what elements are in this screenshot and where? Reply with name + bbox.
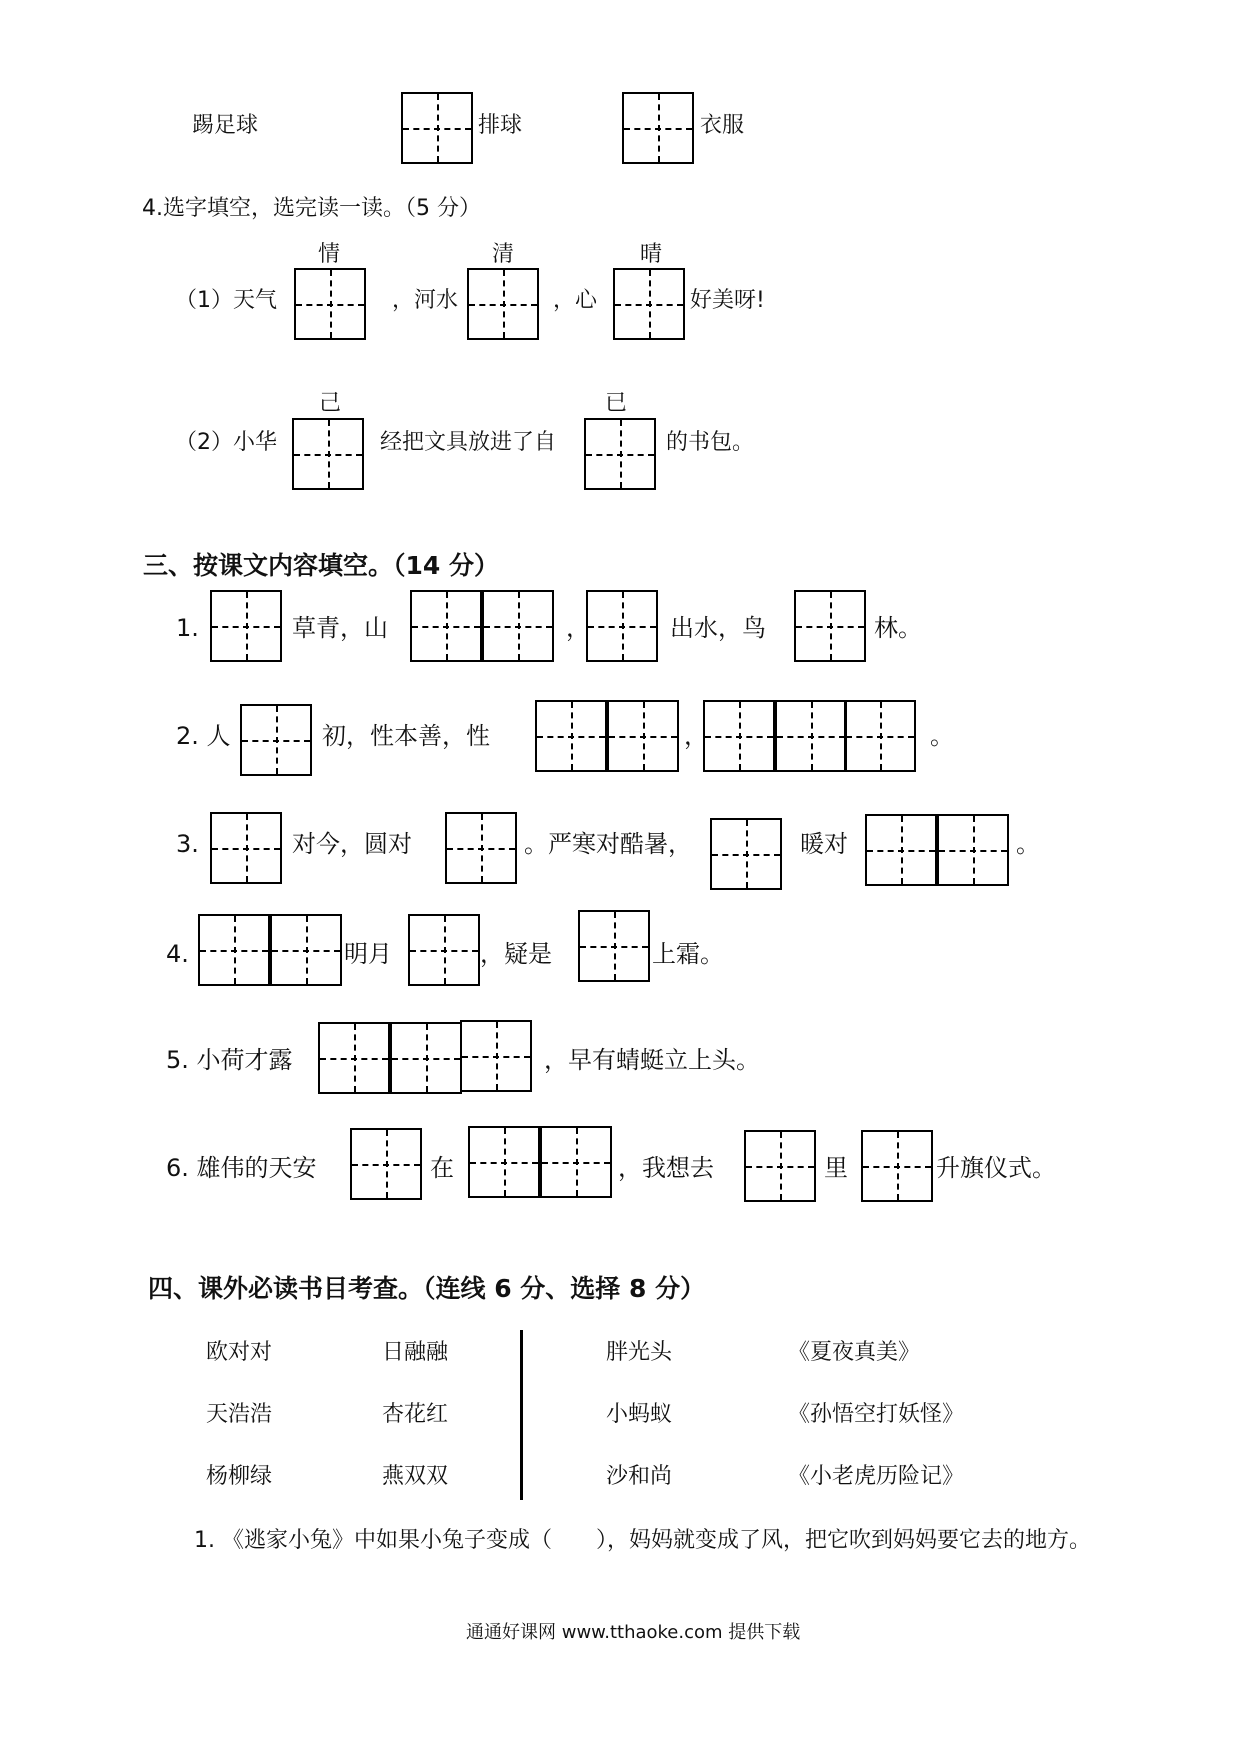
match-item: 欧对对 bbox=[206, 1340, 273, 1365]
char-box[interactable] bbox=[270, 914, 342, 986]
char-box[interactable] bbox=[410, 590, 482, 662]
char-box[interactable] bbox=[460, 1020, 532, 1092]
match-item: 沙和尚 bbox=[606, 1464, 673, 1489]
char-box[interactable] bbox=[844, 700, 916, 772]
hint-char: 己 bbox=[319, 391, 342, 416]
line-text: ， bbox=[684, 722, 708, 750]
line-text: 明月 bbox=[344, 940, 392, 968]
line-text: ，我想去 bbox=[618, 1154, 714, 1182]
hint-char: 情 bbox=[318, 242, 341, 267]
top-word-2: 排球 bbox=[478, 113, 523, 138]
char-box[interactable] bbox=[775, 700, 847, 772]
line-text: 暖对 bbox=[800, 830, 848, 858]
line-text: ，早有蜻蜓立上头。 bbox=[544, 1046, 760, 1074]
char-box[interactable] bbox=[535, 700, 607, 772]
s1-label: （1）天气 bbox=[175, 288, 277, 313]
line-text: 升旗仪式。 bbox=[936, 1154, 1056, 1182]
match-item: 日融融 bbox=[382, 1340, 449, 1365]
sec4-question-1: 1. 《逃家小兔》中如果小兔子变成（ ），妈妈就变成了风，把它吹到妈妈要它去的地方。 bbox=[194, 1528, 1091, 1553]
char-box[interactable] bbox=[401, 92, 473, 164]
match-item: 杏花红 bbox=[382, 1402, 449, 1427]
char-box[interactable] bbox=[622, 92, 694, 164]
s1-text: ，心 bbox=[553, 288, 598, 313]
char-box[interactable] bbox=[294, 268, 366, 340]
top-word-1: 踢足球 bbox=[192, 113, 259, 138]
char-box[interactable] bbox=[861, 1130, 933, 1202]
match-item: 《夏夜真美》 bbox=[788, 1340, 921, 1365]
char-box[interactable] bbox=[240, 704, 312, 776]
line-text: 3. bbox=[176, 830, 199, 858]
char-box[interactable] bbox=[865, 814, 937, 886]
match-item: 杨柳绿 bbox=[206, 1464, 273, 1489]
s2-text: 经把文具放进了自 bbox=[380, 430, 557, 455]
line-text: 1. bbox=[176, 614, 199, 642]
line-text: 出水，鸟 bbox=[670, 614, 766, 642]
line-text: 2. 人 bbox=[176, 722, 231, 750]
char-box[interactable] bbox=[390, 1022, 462, 1094]
line-text: 。 bbox=[930, 722, 954, 750]
divider bbox=[520, 1330, 523, 1500]
q4-title: 4.选字填空，选完读一读。（5 分） bbox=[142, 196, 481, 221]
s1-text: 好美呀! bbox=[690, 288, 765, 313]
line-text: 6. 雄伟的天安 bbox=[166, 1154, 317, 1182]
match-item: 天浩浩 bbox=[206, 1402, 273, 1427]
char-box[interactable] bbox=[468, 1126, 540, 1198]
char-box[interactable] bbox=[292, 418, 364, 490]
char-box[interactable] bbox=[408, 914, 480, 986]
char-box[interactable] bbox=[613, 268, 685, 340]
char-box[interactable] bbox=[794, 590, 866, 662]
s2-label: （2）小华 bbox=[175, 430, 277, 455]
char-box[interactable] bbox=[578, 910, 650, 982]
line-text: 在 bbox=[430, 1154, 454, 1182]
hint-char: 晴 bbox=[640, 242, 663, 267]
match-item: 《孙悟空打妖怪》 bbox=[788, 1402, 965, 1427]
char-box[interactable] bbox=[744, 1130, 816, 1202]
char-box[interactable] bbox=[540, 1126, 612, 1198]
char-box[interactable] bbox=[586, 590, 658, 662]
line-text: 上霜。 bbox=[652, 940, 724, 968]
char-box[interactable] bbox=[210, 590, 282, 662]
char-box[interactable] bbox=[198, 914, 270, 986]
line-text: 4. bbox=[166, 940, 189, 968]
char-box[interactable] bbox=[318, 1022, 390, 1094]
line-text: 。严寒对酷暑， bbox=[524, 830, 692, 858]
char-box[interactable] bbox=[584, 418, 656, 490]
line-text: ，疑是 bbox=[480, 940, 552, 968]
line-text: 草青，山 bbox=[292, 614, 388, 642]
line-text: 初，性本善，性 bbox=[322, 722, 490, 750]
char-box[interactable] bbox=[710, 818, 782, 890]
match-item: 小蚂蚁 bbox=[606, 1402, 673, 1427]
hint-char: 清 bbox=[492, 242, 515, 267]
line-text: ， bbox=[566, 614, 590, 642]
line-text: 5. 小荷才露 bbox=[166, 1046, 293, 1074]
line-text: 林。 bbox=[874, 614, 922, 642]
sec4-title: 四、课外必读书目考查。（连线 6 分、选择 8 分） bbox=[148, 1274, 706, 1303]
top-word-3: 衣服 bbox=[700, 113, 745, 138]
line-text: 。 bbox=[1016, 830, 1040, 858]
char-box[interactable] bbox=[350, 1128, 422, 1200]
footer: 通通好课网 www.tthaoke.com 提供下载 bbox=[466, 1622, 801, 1643]
line-text: 对今，圆对 bbox=[292, 830, 412, 858]
match-item: 《小老虎历险记》 bbox=[788, 1464, 965, 1489]
char-box[interactable] bbox=[467, 268, 539, 340]
char-box[interactable] bbox=[607, 700, 679, 772]
match-item: 燕双双 bbox=[382, 1464, 449, 1489]
s1-text: ，河水 bbox=[392, 288, 459, 313]
line-text: 里 bbox=[824, 1154, 848, 1182]
char-box[interactable] bbox=[482, 590, 554, 662]
s2-text: 的书包。 bbox=[666, 430, 755, 455]
char-box[interactable] bbox=[703, 700, 775, 772]
hint-char: 已 bbox=[605, 391, 628, 416]
char-box[interactable] bbox=[445, 812, 517, 884]
match-item: 胖光头 bbox=[606, 1340, 673, 1365]
sec3-title: 三、按课文内容填空。（14 分） bbox=[143, 551, 499, 580]
char-box[interactable] bbox=[937, 814, 1009, 886]
char-box[interactable] bbox=[210, 812, 282, 884]
